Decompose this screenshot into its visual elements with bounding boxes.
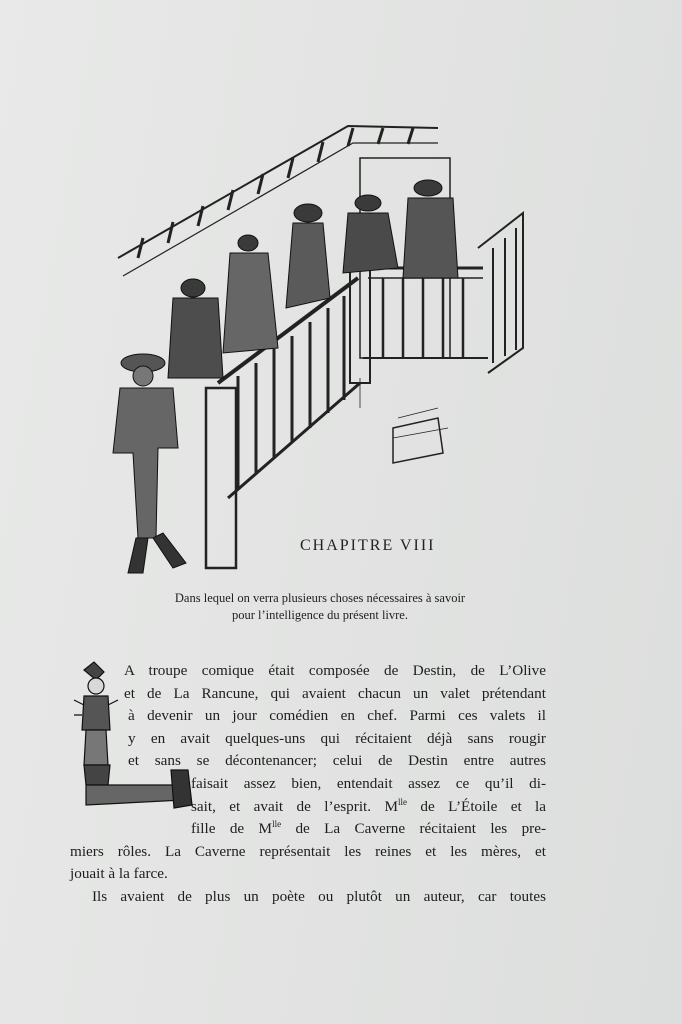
text-line: et de La Rancune, qui avaient chacun un valet prétendant	[124, 684, 546, 702]
chapter-subtitle	[120, 590, 520, 624]
text-line: fille de $M^{lle}$ de La Caverne récitaient les pre-	[191, 819, 547, 838]
text-line: y en avait quelques-uns qui récitaient déjà sans rougir	[128, 729, 546, 747]
chapter-title: CHAPITRE VIII	[300, 537, 436, 554]
text-line: Ils avaient de plus un poète ou plutôt un auteur, car toutes	[92, 887, 546, 905]
engraving-illustration	[98, 118, 530, 580]
text-line: A troupe comique était composée de Destin, de L’Olive	[124, 662, 546, 679]
body-text	[70, 660, 546, 909]
text-line: miers rôles. La Caverne représentait les reines et les mères, et	[70, 842, 546, 860]
text-line: et sans se décontenancer; celui de Destin entre autres	[128, 752, 546, 770]
text-line: jouait à la farce.	[70, 865, 168, 883]
subtitle-line-2: pour l’intelligence du présent livre.	[232, 608, 408, 622]
subtitle-line-1: Dans lequel on verra plusieurs choses nécessaires à savoir	[174, 591, 466, 605]
text-line: sait, et avait de l’esprit. $M^{lle}$ de L’Étoile et la	[191, 796, 547, 815]
text-line: faisait assez bien, entendait assez ce qu’il di-	[191, 774, 546, 792]
text-line: à devenir un jour comédien en chef. Parmi ces valets il	[128, 707, 546, 725]
